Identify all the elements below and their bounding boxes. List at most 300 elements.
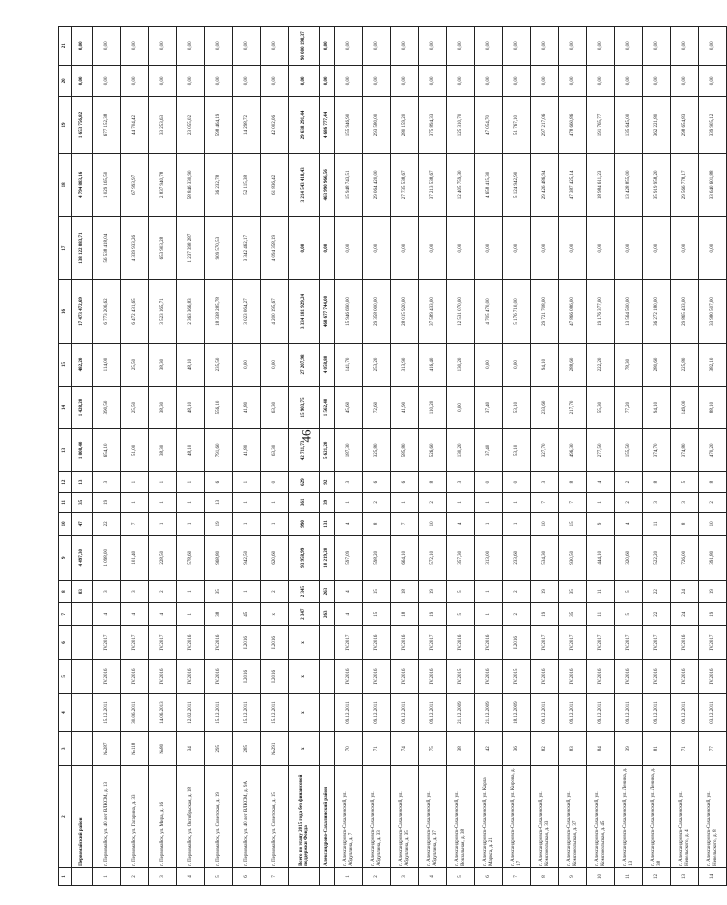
table-cell: 0,00: [615, 27, 643, 66]
table-cell: 0,00: [233, 27, 261, 66]
table-cell: 61 836,42: [261, 153, 289, 216]
table-cell: 09.12.2011: [419, 693, 447, 731]
table-cell: 19: [419, 580, 447, 603]
table-cell: 38,30: [149, 386, 177, 429]
table-cell: 0,00: [475, 65, 503, 97]
table-cell: 09.12.2011: [615, 693, 643, 731]
table-row: [531, 27, 559, 886]
table-row: [643, 27, 671, 886]
table-cell: 47 387 425,14: [559, 153, 587, 216]
table-cell: 38,30: [149, 343, 177, 386]
table-cell: 5: [447, 603, 475, 626]
table-cell: IV.2016: [177, 626, 205, 660]
table-row: [233, 27, 261, 886]
table-cell: 0,00: [699, 217, 727, 280]
district-header-row: [72, 27, 93, 886]
table-cell: 0,00: [531, 65, 559, 97]
column-number-cell: 6: [59, 626, 72, 660]
table-cell: IV.2017: [615, 626, 643, 660]
table-cell: 1: [335, 492, 363, 512]
table-cell: 297 217,06: [531, 97, 559, 154]
table-cell: 41,80: [233, 429, 261, 472]
table-cell: 15.12.2011: [233, 693, 261, 731]
table-cell: 0,00: [335, 65, 363, 97]
table-cell: IV.2016: [531, 659, 559, 693]
table-cell: 24: [671, 603, 699, 626]
table-cell: 293 580,00: [363, 97, 391, 154]
district-row: [320, 27, 335, 886]
table-cell: 71: [671, 732, 699, 766]
table-cell: 2: [121, 867, 149, 885]
table-cell: 9: [559, 867, 587, 885]
table-cell: 6: [233, 867, 261, 885]
table-cell: 2: [503, 603, 531, 626]
table-cell: 1: [261, 513, 289, 536]
table-cell: 3: [149, 867, 177, 885]
table-cell: 0,00: [335, 217, 363, 280]
table-cell: 1: [233, 580, 261, 603]
table-cell: 3 334 181 929,24: [289, 280, 320, 343]
table-cell: 13 428 855,00: [615, 153, 643, 216]
table-cell: 51 767,10: [503, 97, 531, 154]
table-cell: 3: [121, 580, 149, 603]
table-cell: 63,30: [261, 429, 289, 472]
table-cell: 53,10: [503, 429, 531, 472]
table-cell: 4: [447, 513, 475, 536]
address-cell: г. Александровск-Сахалинский, ул. Ленина, д. 13: [615, 766, 643, 868]
column-number-cell: 20: [59, 65, 72, 97]
table-cell: 0,00: [531, 217, 559, 280]
table-cell: 1: [121, 472, 149, 492]
table-cell: 11: [615, 867, 643, 885]
table-cell: 5 621,20: [320, 429, 335, 472]
table-cell: 4 200 195,67: [261, 280, 289, 343]
table-cell: 228,50: [149, 535, 177, 580]
table-cell: 968,80: [205, 535, 233, 580]
table-cell: 19: [93, 492, 121, 512]
table-cell: 0: [503, 472, 531, 492]
table-cell: 0,00: [643, 217, 671, 280]
table-cell: 1: [475, 580, 503, 603]
table-cell: 09.12.2011: [335, 693, 363, 731]
column-number-cell: 9: [59, 535, 72, 580]
table-cell: IV.2016: [671, 659, 699, 693]
table-cell: 2: [503, 580, 531, 603]
table-cell: 0,00: [699, 65, 727, 97]
table-cell: IV.2016: [335, 659, 363, 693]
table-cell: 09.12.2011: [587, 693, 615, 731]
table-cell: 18: [391, 580, 419, 603]
table-row: [149, 27, 177, 886]
table-cell: 110,20: [419, 386, 447, 429]
table-cell: IV.2016: [447, 626, 475, 660]
table-cell: 0,00: [643, 65, 671, 97]
table-cell: 25,50: [121, 386, 149, 429]
table-cell: IV.2016: [699, 659, 727, 693]
table-cell: 15: [363, 580, 391, 603]
address-cell: г. Первомайск, ул. 40 лет ВЛКСМ, д. 13: [93, 766, 121, 868]
table-cell: 416,40: [419, 343, 447, 386]
table-row: [671, 27, 699, 886]
table-cell: 0,00: [503, 217, 531, 280]
table-cell: 463 990 966,56: [320, 153, 335, 216]
table-cell: IV.2015: [503, 659, 531, 693]
table-row: [121, 27, 149, 886]
table-cell: 92: [320, 472, 335, 492]
table-cell: 0,00: [587, 27, 615, 66]
table-cell: 1: [177, 472, 205, 492]
table-cell: 0,00: [559, 65, 587, 97]
table-cell: 37,40: [475, 386, 503, 429]
address-cell: г. Первомайск, ул. Мира, д. 16: [149, 766, 177, 868]
table-cell: 10: [531, 513, 559, 536]
column-number-cell: 1: [59, 867, 72, 885]
table-cell: 191 765,77: [587, 97, 615, 154]
table-cell: 0,00: [475, 217, 503, 280]
table-cell: [72, 626, 93, 660]
table-cell: 36 232,78: [205, 153, 233, 216]
table-cell: 15.12.2011: [261, 693, 289, 731]
table-cell: 0,00: [233, 65, 261, 97]
table-cell: 482,20: [72, 343, 93, 386]
table-cell: 4: [149, 603, 177, 626]
page-number: 46: [298, 429, 314, 443]
table-row: [503, 27, 531, 886]
table-row: [93, 27, 121, 886]
table-cell: 81: [643, 732, 671, 766]
table-cell: 0,00: [615, 217, 643, 280]
table-cell: 33 640 601,88: [699, 153, 727, 216]
table-cell: 3: [531, 472, 559, 492]
table-cell: 15 948 743,51: [335, 153, 363, 216]
table-cell: 82: [531, 732, 559, 766]
table-cell: 94,10: [643, 386, 671, 429]
table-cell: 597,09: [335, 535, 363, 580]
table-cell: 1 808,40: [72, 429, 93, 472]
table-cell: 3: [93, 580, 121, 603]
table-cell: 327,70: [531, 429, 559, 472]
table-cell: IV.2017: [559, 626, 587, 660]
table-cell: 277,50: [587, 429, 615, 472]
table-cell: 47 866 086,00: [559, 280, 587, 343]
table-cell: 791,60: [205, 429, 233, 472]
address-cell: г. Александровск-Сахалинский, ул. Комсомольская, д. 45: [587, 766, 615, 868]
table-cell: 138 122 883,71: [72, 217, 93, 280]
table-cell: 10: [587, 867, 615, 885]
table-cell: 48,10: [177, 429, 205, 472]
table-cell: 11: [643, 513, 671, 536]
table-cell: 0,00: [643, 27, 671, 66]
table-cell: 35: [72, 492, 93, 512]
table-cell: x: [289, 732, 320, 766]
table-cell: 1: [233, 492, 261, 512]
table-cell: 313,00: [475, 535, 503, 580]
table-cell: 0,00: [177, 65, 205, 97]
table-cell: 3: [335, 472, 363, 492]
table-cell: 2 345: [289, 580, 320, 603]
table-cell: 6: [391, 472, 419, 492]
table-cell: I.2016: [233, 659, 261, 693]
table-cell: 78,30: [615, 343, 643, 386]
table-cell: 3 523 165,71: [149, 280, 177, 343]
address-cell: г. Александровск-Сахалинский, ул. Абдуллина, д. 33: [363, 766, 391, 868]
table-cell: [72, 659, 93, 693]
address-cell: г. Первомайск, ул. Советская, д. 19: [205, 766, 233, 868]
table-cell: 526,60: [419, 429, 447, 472]
table-cell: IV.2016: [419, 659, 447, 693]
table-cell: 620,60: [261, 535, 289, 580]
table-cell: 37 589 433,00: [419, 280, 447, 343]
table-cell: 280 159,20: [391, 97, 419, 154]
table-cell: 35: [559, 603, 587, 626]
table-cell: 21.12.2009: [475, 693, 503, 731]
table-cell: x: [289, 693, 320, 731]
table-cell: 629: [289, 472, 320, 492]
table-cell: 1: [503, 492, 531, 512]
table-cell: IV.2016: [671, 626, 699, 660]
table-cell: 8: [559, 472, 587, 492]
table-cell: 63,30: [261, 386, 289, 429]
table-cell: 325,80: [363, 429, 391, 472]
table-cell: 3 342 462,17: [233, 217, 261, 280]
table-cell: 375 894,33: [419, 97, 447, 154]
table-cell: 1: [93, 867, 121, 885]
table-cell: 5: [615, 603, 643, 626]
column-number-cell: 5: [59, 659, 72, 693]
table-cell: 155,50: [615, 429, 643, 472]
table-cell: 29 064 420,00: [363, 153, 391, 216]
table-cell: 0,00: [531, 27, 559, 66]
table-cell: 41,90: [391, 386, 419, 429]
table-cell: 1 237 398 287: [177, 217, 205, 280]
address-cell: г. Александровск-Сахалинский, ул. Карла Маркса, д. 21: [475, 766, 503, 868]
table-cell: 1: [475, 492, 503, 512]
column-number-cell: 18: [59, 153, 72, 216]
column-number-cell: 12: [59, 472, 72, 492]
table-cell: 22: [643, 603, 671, 626]
table-cell: 48,10: [177, 386, 205, 429]
table-cell: 280,60: [643, 343, 671, 386]
table-cell: 18.12.2009: [503, 693, 531, 731]
table-cell: x: [261, 603, 289, 626]
table-cell: 4: [615, 513, 643, 536]
table-cell: 2: [363, 867, 391, 885]
table-row: [587, 27, 615, 886]
table-cell: 51,00: [121, 429, 149, 472]
table-cell: IV.2016: [615, 659, 643, 693]
table-cell: 125 310,70: [447, 97, 475, 154]
table-cell: 36: [503, 732, 531, 766]
table-body: [59, 27, 727, 886]
table-cell: 0,00: [447, 27, 475, 66]
table-cell: 444,10: [587, 535, 615, 580]
table-cell: 263: [320, 580, 335, 603]
table-cell: 90 000 198,37: [289, 27, 320, 66]
table-cell: 09.12.2011: [559, 693, 587, 731]
address-cell: г. Александровск-Сахалинский, ул. Комсомольская, д. 37: [559, 766, 587, 868]
table-cell: 09.12.2011: [643, 693, 671, 731]
address-cell: г. Александровск-Сахалинский, ул. Комсомольская, д. 33: [531, 766, 559, 868]
table-cell: 3: [93, 472, 121, 492]
table-cell: 0,00: [559, 27, 587, 66]
table-row: [363, 27, 391, 886]
table-row: [559, 27, 587, 886]
table-cell: [320, 732, 335, 766]
table-cell: 0,00: [671, 27, 699, 66]
table-cell: 942,50: [233, 535, 261, 580]
table-cell: 4 094 358,19: [261, 217, 289, 280]
table-cell: 2: [149, 580, 177, 603]
table-cell: 27 207,98: [289, 343, 320, 386]
table-cell: [72, 732, 93, 766]
table-cell: 0,00: [699, 27, 727, 66]
table-cell: I.2016: [261, 626, 289, 660]
address-cell: г. Александровск-Сахалинский, ул. Невельского, д. 8: [699, 766, 727, 868]
table-cell: 0,00: [503, 343, 531, 386]
address-cell: г. Александровск-Сахалинский, ул. Абдуллина, д. 7: [335, 766, 363, 868]
table-cell: 1 428,20: [72, 386, 93, 429]
table-cell: 4 658 415,30: [475, 153, 503, 216]
table-cell: IV.2016: [149, 659, 177, 693]
address-cell: Александрово-Сахалинский район: [320, 766, 335, 868]
table-cell: 0,00: [363, 65, 391, 97]
table-cell: 0,00: [363, 217, 391, 280]
table-cell: 1: [587, 492, 615, 512]
table-cell: 7: [261, 867, 289, 885]
table-cell: 19: [531, 603, 559, 626]
table-cell: [289, 867, 320, 885]
table-cell: 15: [363, 603, 391, 626]
table-cell: 135 645,00: [615, 97, 643, 154]
table-cell: IV.2017: [531, 626, 559, 660]
table-cell: 3: [643, 492, 671, 512]
table-cell: IV.2015: [447, 659, 475, 693]
table-cell: 14.06.2013: [149, 693, 177, 731]
column-number-cell: 19: [59, 97, 72, 154]
table-cell: 7: [391, 513, 419, 536]
table-cell: 10: [419, 513, 447, 536]
table-cell: 29 721 708,00: [531, 280, 559, 343]
table-cell: 8: [419, 472, 447, 492]
table-cell: 1: [447, 492, 475, 512]
table-cell: 0,00: [559, 217, 587, 280]
table-cell: 664,10: [391, 535, 419, 580]
table-cell: 0,00: [320, 65, 335, 97]
table-cell: 5: [671, 472, 699, 492]
table-cell: 10: [699, 513, 727, 536]
table-cell: 0,00: [475, 343, 503, 386]
table-cell: 83: [72, 580, 93, 603]
table-cell: 30.06.2011: [121, 693, 149, 731]
table-cell: 653 903,28: [149, 217, 177, 280]
table-cell: 8: [671, 513, 699, 536]
table-cell: 29 638 291,44: [289, 97, 320, 154]
table-cell: 1 562,40: [320, 386, 335, 429]
table-cell: 13: [72, 472, 93, 492]
table-cell: 13: [205, 492, 233, 512]
table-cell: 22: [93, 513, 121, 536]
table-cell: 4: [121, 603, 149, 626]
table-cell: 8: [531, 867, 559, 885]
table-cell: 4: [335, 580, 363, 603]
table-cell: 1: [149, 472, 177, 492]
table-cell: [320, 693, 335, 731]
table-row: [205, 27, 233, 886]
total-row: [289, 27, 320, 886]
table-cell: 5: [615, 580, 643, 603]
table-cell: 0,00: [587, 217, 615, 280]
table-cell: 53,10: [503, 386, 531, 429]
table-cell: 12: [643, 867, 671, 885]
table-cell: 141,70: [335, 343, 363, 386]
table-cell: [320, 867, 335, 885]
table-cell: 233,60: [531, 386, 559, 429]
table-cell: 0,00: [615, 65, 643, 97]
table-cell: 10 219,20: [320, 535, 335, 580]
table-cell: 1: [121, 492, 149, 512]
table-cell: 23 055,02: [177, 97, 205, 154]
table-cell: 29 865 433,00: [671, 280, 699, 343]
table-cell: 654,10: [93, 429, 121, 472]
table-cell: IV.2016: [391, 626, 419, 660]
table-cell: 390,50: [93, 386, 121, 429]
table-cell: 0,00: [447, 217, 475, 280]
table-cell: 83: [559, 732, 587, 766]
table-cell: 29 426 486,94: [531, 153, 559, 216]
table-cell: 391,80: [699, 535, 727, 580]
table-cell: 468 677 744,00: [320, 280, 335, 343]
table-cell: [72, 693, 93, 731]
table-cell: 03.12.2011: [699, 693, 727, 731]
table-cell: 29 566 778,17: [671, 153, 699, 216]
table-cell: 2: [615, 492, 643, 512]
table-cell: 18 338 285,78: [205, 280, 233, 343]
table-cell: 217,70: [559, 386, 587, 429]
table-cell: 0,00: [587, 65, 615, 97]
table-cell: 1: [233, 513, 261, 536]
table-cell: 22: [643, 580, 671, 603]
column-number-row: [59, 27, 72, 886]
table-cell: 1: [177, 603, 205, 626]
table-cell: 38: [205, 603, 233, 626]
table-cell: 70: [335, 732, 363, 766]
table-cell: 320,60: [615, 535, 643, 580]
table-cell: 12 405 759,30: [447, 153, 475, 216]
table-cell: 14: [699, 867, 727, 885]
table-cell: IV.2017: [643, 626, 671, 660]
table-cell: 0,00: [391, 65, 419, 97]
address-cell: г. Первомайск, ул. Советская, д. 15: [261, 766, 289, 868]
table-cell: 0,00: [205, 65, 233, 97]
table-cell: 37 213 538,67: [419, 153, 447, 216]
table-cell: [72, 603, 93, 626]
table-cell: 11: [587, 580, 615, 603]
table-cell: №287: [93, 732, 121, 766]
table-cell: 29 358 000,00: [363, 280, 391, 343]
table-cell: 12.02.2011: [177, 693, 205, 731]
table-cell: 3 214 543 418,43: [289, 153, 320, 216]
table-cell: IV.2017: [699, 626, 727, 660]
table-cell: 3: [447, 472, 475, 492]
table-cell: 0,00: [149, 27, 177, 66]
table-cell: IV.2016: [93, 659, 121, 693]
column-number-cell: 13: [59, 429, 72, 472]
table-cell: 19: [699, 580, 727, 603]
table-cell: 71: [363, 732, 391, 766]
table-cell: IV.2016: [475, 659, 503, 693]
table-cell: 5: [447, 580, 475, 603]
table-cell: 39: [320, 492, 335, 512]
